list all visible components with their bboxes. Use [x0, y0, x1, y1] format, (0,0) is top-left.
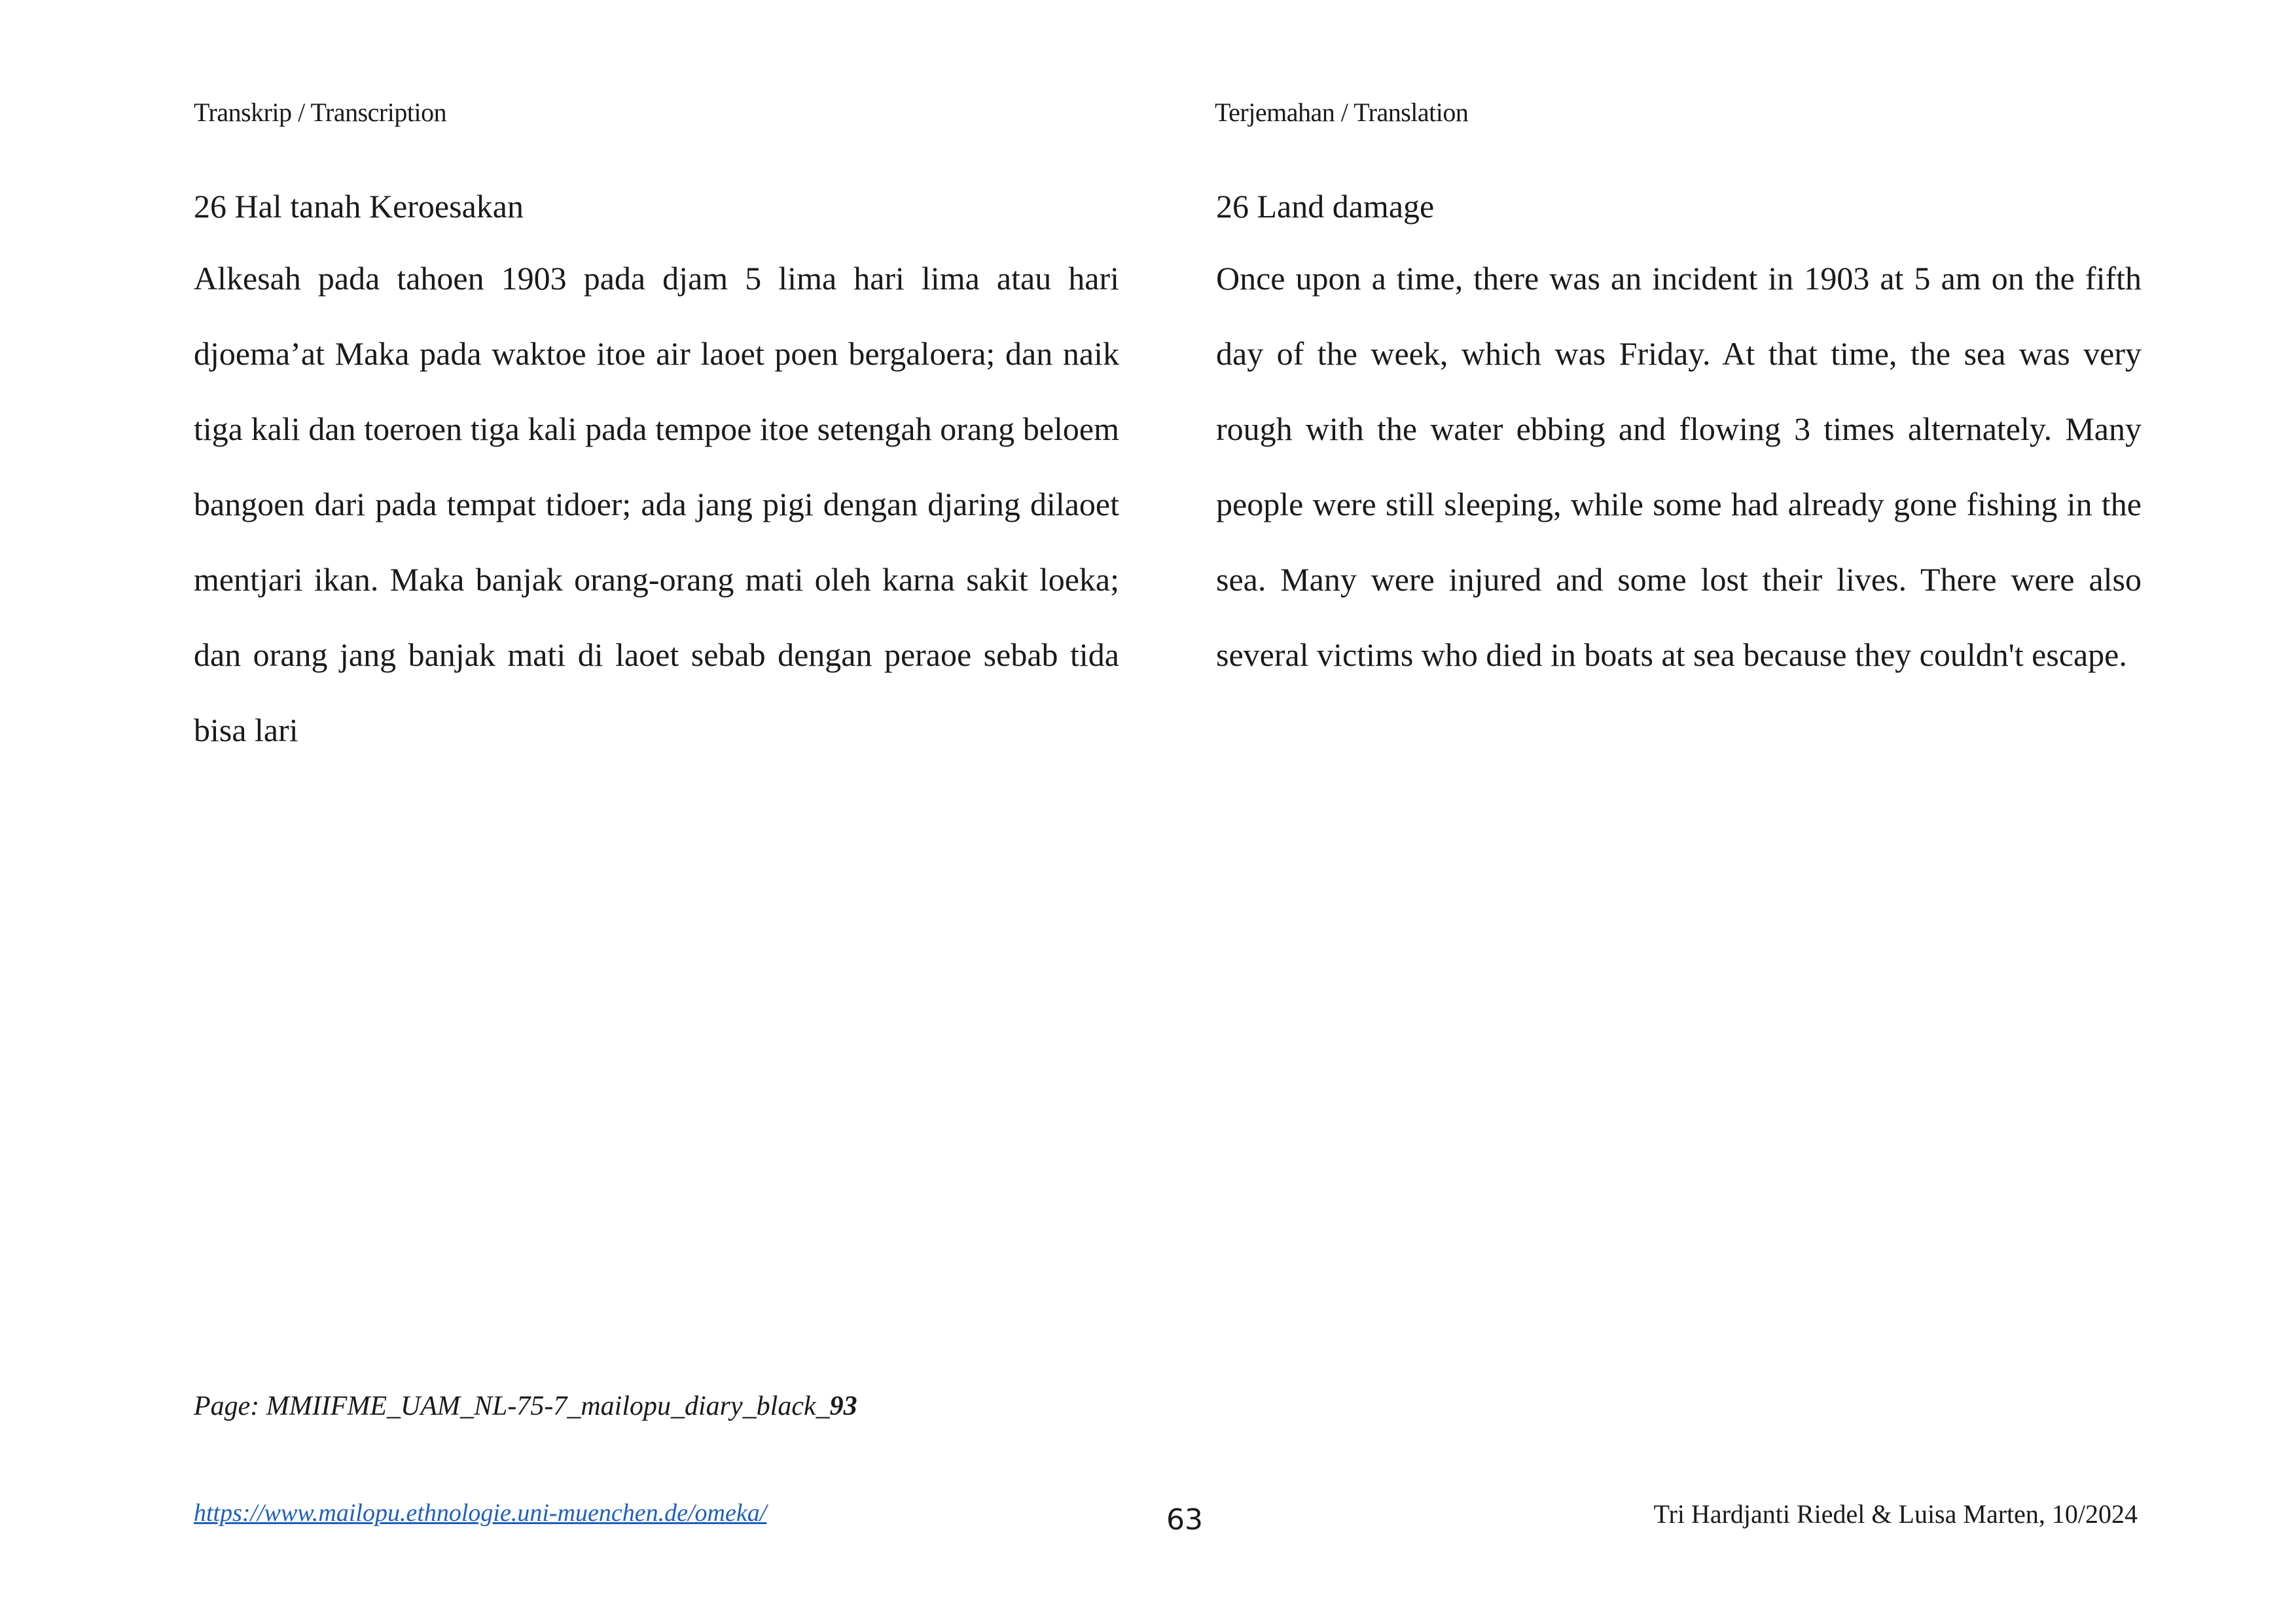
footer-credit: Tri Hardjanti Riedel & Luisa Marten, 10/2024: [1653, 1499, 2138, 1529]
translation-column: [1216, 190, 2142, 693]
page-reference-prefix: Page: MMIIFME_UAM_NL-75-7_mailopu_diary_black_: [194, 1391, 830, 1421]
page-reference-number: 93: [829, 1391, 857, 1421]
page-reference: [194, 1391, 857, 1422]
page-number: 63: [1166, 1503, 1203, 1537]
footer-link[interactable]: https://www.mailopu.ethnologie.uni-muenchen.de/omeka/: [194, 1499, 767, 1527]
translation-title: 26 Land damage: [1216, 188, 1435, 225]
translation-column-header: Terjemahan / Translation: [1215, 98, 1469, 127]
transcription-body: Alkesah pada tahoen 1903 pada djam 5 lima hari lima atau hari djoema’at Maka pada waktoe itoe air laoet poen bergaloera; dan naik tiga kali dan toeroen tiga kali pada tempoe itoe setengah orang beloem bangoen dari pada tempat tidoer; ada jang pigi dengan djaring dilaoet mentjari ikan. Maka banjak orang-orang mati oleh karna sakit loeka; dan orang jang banjak mati di laoet sebab dengan peraoe sebab tida bisa lari: [194, 260, 1119, 748]
translation-body: Once upon a time, there was an incident in 1903 at 5 am on the fifth day of the week, which was Friday. At that time, the sea was very rough with the water ebbing and flowing 3 times alternately. Many people were still sleeping, while some had already gone fishing in the sea. Many were injured and some lost their lives. There were also several victims who died in boats at sea because they couldn't escape.: [1216, 260, 2142, 673]
transcription-column: [194, 190, 1119, 768]
transcription-column-header: Transkrip / Transcription: [194, 98, 447, 127]
transcription-title: 26 Hal tanah Keroesakan: [194, 188, 524, 225]
